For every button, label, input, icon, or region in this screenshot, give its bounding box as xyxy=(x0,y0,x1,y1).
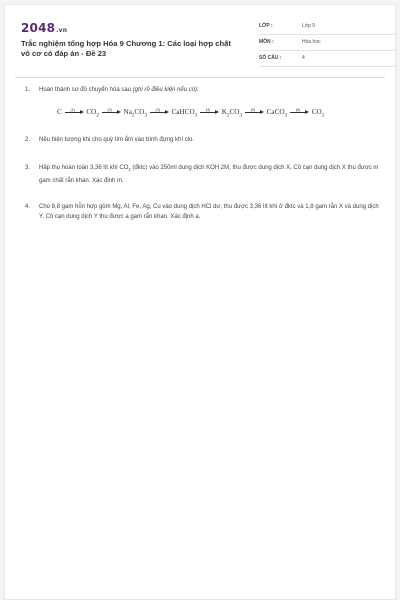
meta-row-subject xyxy=(259,37,397,51)
species: CaCO$_3$ xyxy=(266,108,288,119)
header-divider xyxy=(15,77,385,78)
question-1 xyxy=(25,85,381,121)
question-text: Cho 8,8 gam hỗn hợp gồm Mg, Al, Fe, Ag, Cu vào dung dịch HCl dư, thu được 3,36 lít khí ở đktc và 1,8 gam rắn X và dung dịch Y. Cô cạn dung dịch Y thu được a gam rắn khan. Xác định a. xyxy=(39,203,379,220)
species: C xyxy=(57,108,62,116)
site-logo[interactable] xyxy=(21,21,67,35)
arrow-label: (1) xyxy=(70,108,75,113)
species: $K_2CO_3$ xyxy=(221,108,243,119)
species: $Na_2CO_3$ xyxy=(123,108,147,119)
meta-row-class xyxy=(259,21,397,35)
reaction-chain xyxy=(39,107,381,121)
meta-row-count xyxy=(259,53,397,67)
logo-suffix: .vn xyxy=(56,27,68,34)
reaction-arrow xyxy=(245,108,264,116)
reaction-arrow xyxy=(65,108,84,116)
reaction-arrow xyxy=(102,108,121,116)
document-title: Trắc nghiệm tổng hợp Hóa 9 Chương 1: Các loại hợp chất vô cơ có đáp án - Đề 23 xyxy=(21,39,231,58)
reaction-arrow xyxy=(150,108,169,116)
question-2 xyxy=(25,135,381,145)
meta-key: SỐ CÂU : xyxy=(259,55,282,61)
question-3 xyxy=(25,163,381,185)
arrow-label: (4) xyxy=(205,108,211,113)
question-text: Hoàn thành sơ đồ chuyển hóa sau xyxy=(39,87,133,93)
species: $CO_2$ xyxy=(86,108,99,119)
logo-main: 2048 xyxy=(21,21,56,35)
meta-value: Lớp 9 xyxy=(302,23,316,29)
arrow-label: (6) xyxy=(295,108,301,113)
meta-value: 4 xyxy=(302,55,305,61)
species: $CO_2$ xyxy=(311,108,325,119)
document-page xyxy=(4,4,396,600)
meta-value: Hóa học xyxy=(302,39,321,45)
question-note: (ghi rõ điều kiện nếu có): xyxy=(132,87,199,93)
question-text: Hấp thụ hoàn toàn 3,36 lít khí $CO_2$ (đktc) vào 250ml dung dịch KOH 2M, thu được dung dịch X. Cô cạn dung dịch X thu được m gam chất rắn khan. Xác định m. xyxy=(39,165,379,184)
meta-key: MÔN : xyxy=(259,39,274,45)
question-number: 4. xyxy=(25,203,31,210)
question-list xyxy=(25,85,381,222)
document-header xyxy=(21,15,381,71)
arrow-label: (3) xyxy=(155,108,160,113)
species: CaHCO$_3$ xyxy=(171,108,198,119)
arrow-label: (2) xyxy=(107,108,112,113)
reaction-arrow xyxy=(290,108,309,116)
reaction-arrow xyxy=(200,108,219,116)
arrow-label: (5) xyxy=(250,108,256,113)
question-4 xyxy=(25,202,381,222)
meta-key: LỚP : xyxy=(259,23,273,29)
question-text: Nêu hiện tượng khi cho quỳ tím ẩm vào bình đựng khí clo. xyxy=(39,137,195,144)
document-meta xyxy=(259,21,397,69)
question-number: 2. xyxy=(25,137,31,144)
question-number: 1. xyxy=(25,87,31,93)
question-number: 3. xyxy=(25,165,31,172)
